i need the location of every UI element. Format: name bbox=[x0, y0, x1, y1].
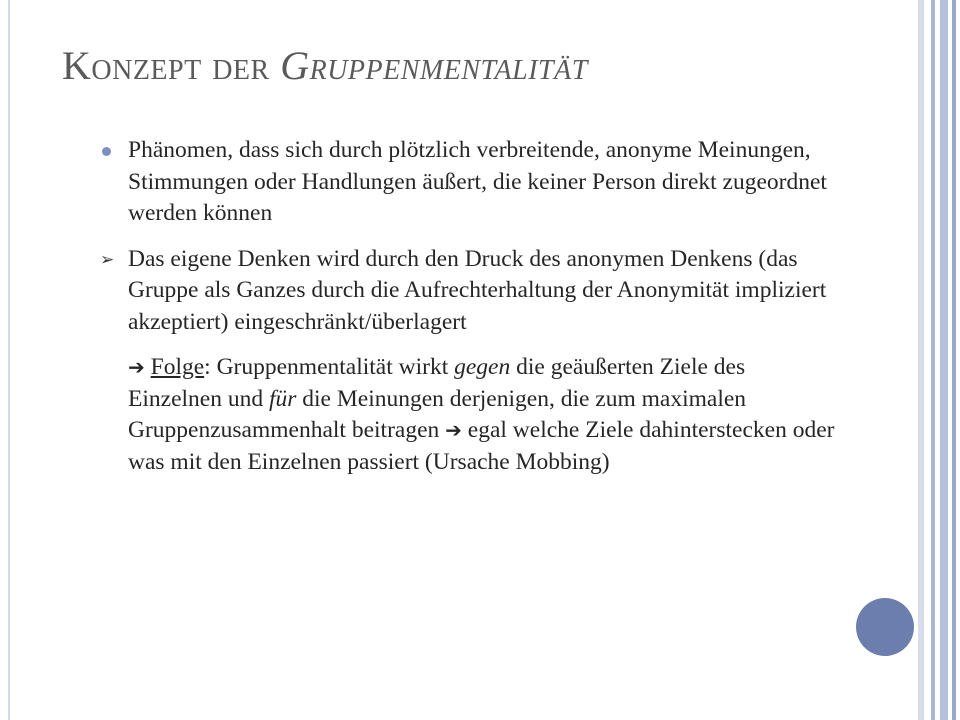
title-part-2: Gruppenmentalität bbox=[280, 43, 588, 88]
bullet-item-2 bbox=[100, 244, 835, 339]
right-arrow-icon: ➔ bbox=[128, 355, 145, 379]
right-arrow-icon: ➔ bbox=[445, 418, 462, 442]
arrow-bullet-icon: ➢ bbox=[100, 249, 115, 270]
bullet-text-2: Das eigene Denken wird durch den Druck des anonymen Denkens (das Gruppe als Ganzes durch die Aufrechterhaltung der Anonymität impliziert akzeptiert) eingeschränkt/überlagert bbox=[128, 245, 827, 335]
title-part-1: Konzept der bbox=[62, 43, 281, 88]
slide-content bbox=[100, 135, 835, 478]
slide-title bbox=[62, 42, 882, 89]
consequence-paragraph bbox=[100, 352, 835, 478]
round-bullet-icon bbox=[102, 147, 111, 156]
right-border-line bbox=[952, 0, 956, 720]
right-border-band bbox=[940, 0, 948, 720]
right-border-line bbox=[931, 0, 935, 720]
right-border-band bbox=[918, 0, 924, 720]
decorative-circle bbox=[856, 598, 914, 656]
left-border-line bbox=[8, 0, 10, 720]
folge-emphasis-gegen: gegen bbox=[454, 354, 511, 380]
folge-emphasis-fuer: für bbox=[268, 385, 297, 412]
folge-text-2: die geäußerten Ziele des Einzelnen und bbox=[128, 354, 746, 412]
folge-label: Folge bbox=[150, 354, 205, 380]
folge-text-1: : Gruppenmentalität wirkt bbox=[204, 354, 455, 380]
bullet-text-1: Phänomen, dass sich durch plötzlich verbreitende, anonyme Meinungen, Stimmungen oder Handlungen äußert, die keiner Person direkt zugeordnet werden können bbox=[128, 137, 827, 226]
folge-text-4: egal welche Ziele dahinterstecken oder was mit den Einzelnen passiert (Ursache Mobbing) bbox=[128, 417, 835, 475]
folge-text-3: die Meinungen derjenigen, die zum maximalen Gruppenzusammenhalt beitragen bbox=[128, 385, 747, 443]
bullet-item-1 bbox=[100, 135, 835, 230]
